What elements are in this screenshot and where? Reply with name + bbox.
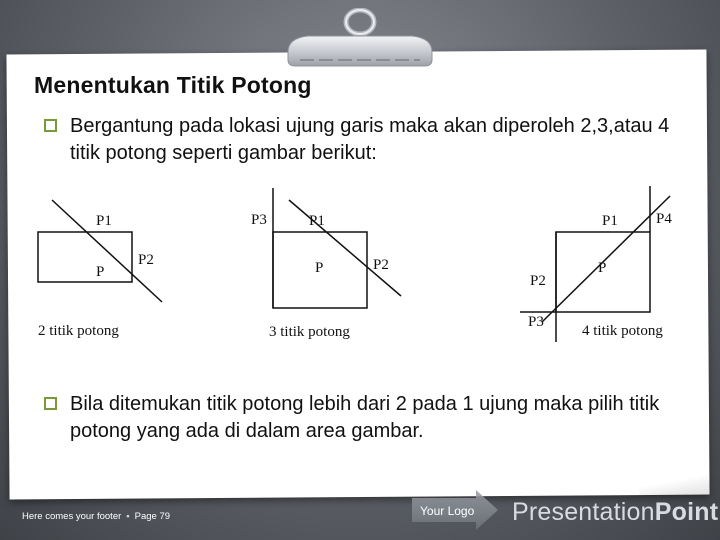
logo-placeholder: Your Logo (420, 504, 475, 518)
diagram-caption: 4 titik potong (582, 323, 663, 339)
label-p1: P1 (96, 213, 112, 229)
bullet-text: Bergantung pada lokasi ujung garis maka akan diperoleh 2,3,atau 4 titik potong seperti gambar berikut: (70, 115, 670, 164)
label-p4: P4 (656, 211, 672, 227)
square-outline-icon (44, 397, 57, 410)
brand-wordmark (512, 498, 718, 527)
diagram-two-intersections (30, 180, 200, 350)
clipping-line (289, 200, 401, 296)
bullet-item (44, 391, 694, 445)
binder-clip-icon (278, 8, 442, 72)
diagram-three-intersections (245, 180, 415, 350)
footer-text: Here comes your footer (22, 511, 122, 522)
brand-part2: Point (654, 498, 719, 526)
slide-title: Menentukan Titik Potong (34, 72, 312, 98)
label-p: P (598, 260, 607, 276)
label-p1: P1 (602, 213, 618, 229)
label-p1: P1 (309, 213, 325, 229)
page-number: Page 79 (134, 511, 171, 522)
label-p2: P2 (373, 257, 389, 273)
diagram-caption: 3 titik potong (269, 324, 350, 340)
label-p3: P3 (528, 314, 544, 330)
footer-separator: ▪ (126, 511, 130, 522)
diagram-four-intersections (520, 180, 690, 350)
label-p3: P3 (251, 212, 267, 228)
label-p: P (96, 264, 105, 280)
bullet-text: Bila ditemukan titik potong lebih dari 2 pada 1 ujung maka pilih titik potong yang ada di dalam area gambar. (70, 393, 660, 442)
clip-window-rect (38, 232, 132, 282)
slide-footer (22, 511, 170, 522)
label-p2: P2 (138, 252, 154, 268)
brand-part1: Presentation (512, 498, 655, 526)
square-outline-icon (44, 119, 57, 132)
label-p2: P2 (530, 273, 546, 289)
label-p: P (315, 260, 324, 276)
bullet-item (44, 113, 694, 167)
diagram-caption: 2 titik potong (38, 323, 119, 339)
